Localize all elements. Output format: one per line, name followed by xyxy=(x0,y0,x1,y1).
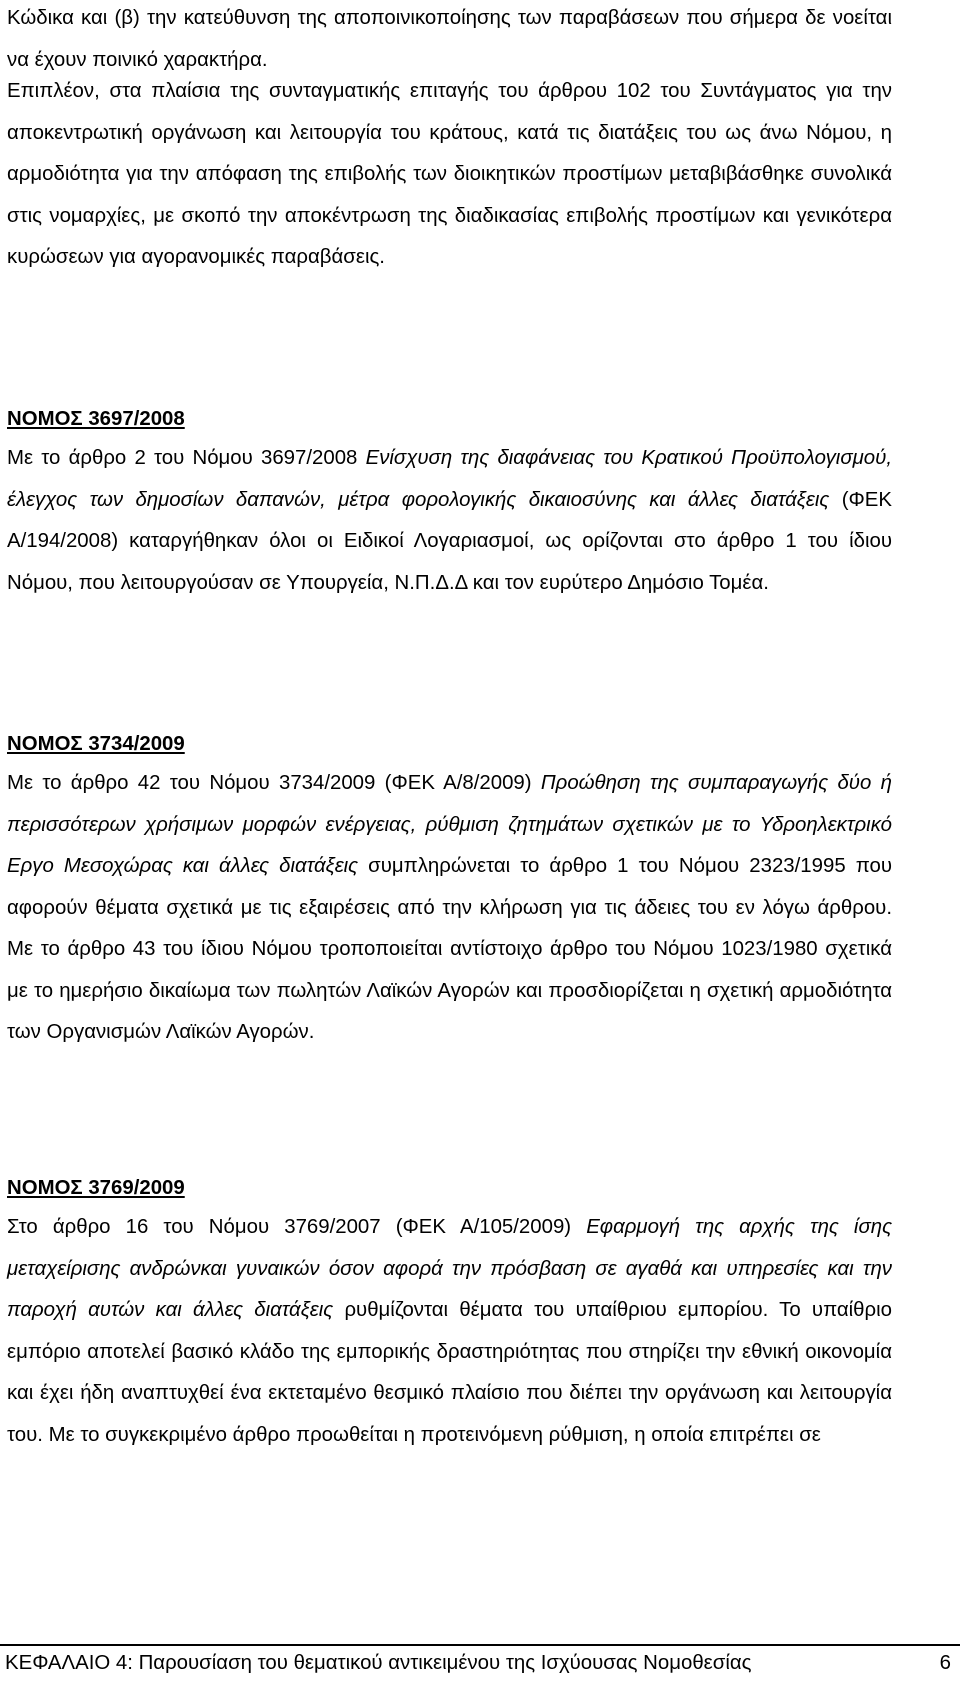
law-3734-text-post: συμπληρώνεται το άρθρο 1 του Νόμου 2323/1995 που αφορούν θέματα σχετικά με τις εξαιρέσεις από την κλήρωση για τις άδειες του εν λόγω άρθρου. Με το άρθρο 43 του ίδιου Νόμου τροποποιείται αντίστοιχο άρθρο του Νόμου 1023/1980 σχετικά με το ημερήσιο δικαίωμα των πωλητών Λαϊκών Αγορών και προσδιορίζεται η σχετική αρμοδιότητα των Οργανισμών Λαϊκών Αγορών. xyxy=(7,855,893,1043)
law-3769-text-pre: Στο άρθρο 16 του Νόμου 3769/2007 (ΦΕΚ Α/105/2009) xyxy=(7,1216,587,1238)
paragraph-law-3697 xyxy=(7,438,892,604)
paragraph-law-3769 xyxy=(7,1207,892,1456)
section-heading-3769: ΝΟΜΟΣ 3769/2009 xyxy=(7,1177,185,1199)
paragraph-continuation: Κώδικα και (β) την κατεύθυνση της αποποινικοποίησης των παραβάσεων που σήμερα δε νοείται να έχουν ποινικό χαρακτήρα. xyxy=(7,7,892,71)
footer-rule xyxy=(0,1644,960,1646)
law-3734-title: Προώθηση της συμπαραγωγής δύο ή περισσότερων χρήσιμων μορφών ενέργειας, ρύθμιση ζητημάτων σχετικών με το Υδροηλεκτρικό Εργο Μεσοχώρας και άλλες διατάξεις xyxy=(7,772,892,877)
law-3769-text-post: ρυθμίζονται θέματα του υπαίθριου εμπορίου. Το υπαίθριο εμπόριο αποτελεί βασικό κλάδο της εμπορικής δραστηριότητας που στηρίζει την εθνική οικονομία και έχει ήδη αναπτυχθεί ένα εκτεταμένο θεσμικό πλαίσιο που διέπει την οργάνωση και λειτουργία του. Με το συγκεκριμένο άρθρο προωθείται η προτεινόμενη ρύθμιση, η οποία επιτρέπει σε xyxy=(7,1299,892,1446)
law-3697-title: Ενίσχυση της διαφάνειας του Κρατικού Προϋπολογισμού, έλεγχος των δημοσίων δαπανών, μέτρα φορολογικής δικαιοσύνης και άλλες διατάξεις xyxy=(7,447,893,511)
paragraph-law-3734 xyxy=(7,763,892,1054)
law-3734-text-pre: Με το άρθρο 42 του Νόμου 3734/2009 (ΦΕΚ Α/8/2009) xyxy=(7,772,541,794)
paragraph-decentralization: Επιπλέον, στα πλαίσια της συνταγματικής επιταγής του άρθρου 102 του Συντάγματος για την αποκεντρωτική οργάνωση και λειτουργία του κράτους, κατά τις διατάξεις του ως άνω Νόμου, η αρμοδιότητα για την απόφαση της επιβολής των διοικητικών προστίμων μεταβιβάσθηκε συνολικά στις νομαρχίες, με σκοπό την αποκέντρωση της διαδικασίας επιβολής προστίμων και γενικότερα κυρώσεων για αγορανομικές παραβάσεις. xyxy=(7,80,892,268)
section-heading-3734: ΝΟΜΟΣ 3734/2009 xyxy=(7,733,185,755)
law-3697-text-pre: Με το άρθρο 2 του Νόμου 3697/2008 xyxy=(7,447,366,469)
law-3769-title: Εφαρμογή της αρχής της ίσης μεταχείρισης ανδρώνκαι γυναικών όσον αφορά την πρόσβαση σε αγαθά και υπηρεσίες και την παροχή αυτών και άλλες διατάξεις xyxy=(7,1216,893,1321)
section-heading-3697: ΝΟΜΟΣ 3697/2008 xyxy=(7,408,185,430)
footer-chapter-title: ΚΕΦΑΛΑΙΟ 4: Παρουσίαση του θεματικού αντικειμένου της Ισχύουσας Νομοθεσίας xyxy=(5,1652,752,1674)
page-number: 6 xyxy=(939,1652,951,1674)
law-3697-text-post: (ΦΕΚ Α/194/2008) καταργήθηκαν όλοι οι Ειδικοί Λογαριασμοί, ως ορίζονται στο άρθρο 1 του ίδιου Νόμου, που λειτουργούσαν σε Υπουργεία, Ν.Π.Δ.Δ και τον ευρύτερο Δημόσιο Τομέα. xyxy=(7,488,892,594)
